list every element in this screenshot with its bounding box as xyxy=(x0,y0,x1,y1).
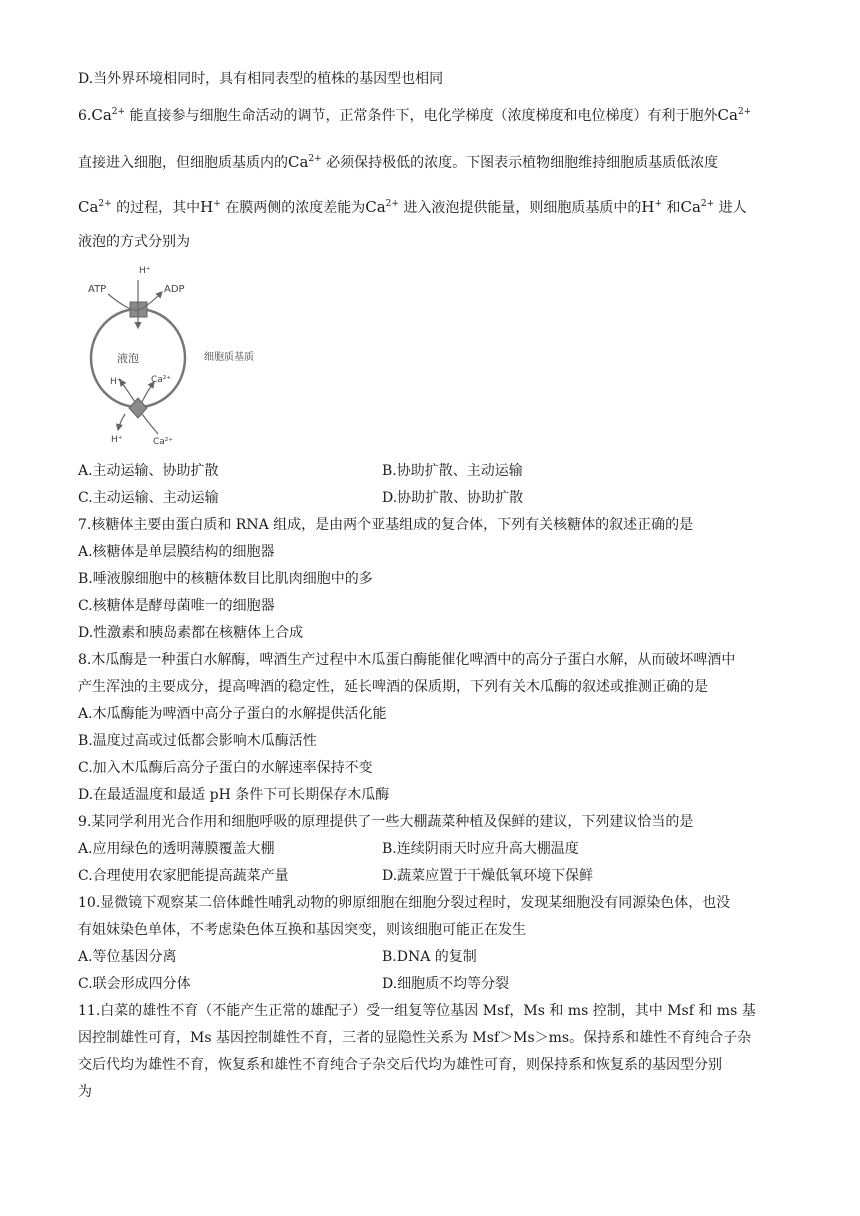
q6-stem-line4: 液泡的方式分别为 xyxy=(78,234,190,250)
q9-option-d: D.蔬菜应置于干燥低氧环境下保鲜 xyxy=(382,868,594,884)
q11-stem-line1: 11.白菜的雄性不育（不能产生正常的雄配子）受一组复等位基因 Msf，Ms 和 ms 控制，其中 Msf 和 ms 基 xyxy=(78,1003,756,1019)
q9-stem: 9.某同学利用光合作用和细胞呼吸的原理提供了一些大棚蔬菜种植及保鲜的建议，下列建议恰当的是 xyxy=(78,814,694,830)
atp-label: ATP xyxy=(88,284,107,295)
q8-stem-line2: 产生浑浊的主要成分，提高啤酒的稳定性，延长啤酒的保质期，下列有关木瓜酶的叙述或推测正确的是 xyxy=(78,679,708,695)
q8-stem-line1: 8.木瓜酶是一种蛋白水解酶，啤酒生产过程中木瓜蛋白酶能催化啤酒中的高分子蛋白水解，从而破坏啤酒中 xyxy=(78,652,736,668)
q6-option-b: B.协助扩散、主动运输 xyxy=(382,463,523,479)
q11-stem-line3: 交后代均为雄性不育，恢复系和雄性不育纯合子杂交后代均为雄性可育，则保持系和恢复系的基因型分别 xyxy=(78,1057,722,1073)
q9-option-b: B.连续阴雨天时应升高大棚温度 xyxy=(382,841,579,857)
ca-out-label: Ca²⁺ xyxy=(153,437,174,447)
q5-option-d: D.当外界环境相同时，具有相同表型的植株的基因型也相同 xyxy=(78,71,444,87)
q7-option-b: B.唾液腺细胞中的核糖体数目比肌肉细胞中的多 xyxy=(78,571,373,587)
h-top-label: H⁺ xyxy=(139,266,151,276)
q7-option-d: D.性激素和胰岛素都在核糖体上合成 xyxy=(78,625,304,641)
q10-option-a: A.等位基因分离 xyxy=(78,949,177,965)
q6-stem-line2: 直接进入细胞，但细胞质基质内的$Ca^{2+}$ 必须保持极低的浓度。下图表示植物细胞维持细胞质基质低浓度 xyxy=(78,153,719,171)
q10-option-c: C.联会形成四分体 xyxy=(78,976,191,992)
q11-stem-line4: 为 xyxy=(78,1084,92,1100)
q6-stem-line1: $6.Ca^{2+}$ 能直接参与细胞生命活动的调节，正常条件下，电化学梯度（浓度梯度和电位梯度）有利于胞外$Ca^{2+}$ xyxy=(78,106,752,124)
q11-stem-line2: 因控制雄性可育，Ms 基因控制雄性不育，三者的显隐性关系为 Msf＞Ms＞ms。保持系和雄性不育纯合子杂 xyxy=(78,1030,752,1046)
q7-option-c: C.核糖体是酵母菌唯一的细胞器 xyxy=(78,598,275,614)
q7-stem: 7.核糖体主要由蛋白质和 RNA 组成，是由两个亚基组成的复合体，下列有关核糖体的叙述正确的是 xyxy=(78,517,694,533)
ca-in-label: Ca²⁺ xyxy=(151,375,172,385)
q8-option-a: A.木瓜酶能为啤酒中高分子蛋白的水解提供活化能 xyxy=(78,706,387,722)
q10-option-b: B.DNA 的复制 xyxy=(382,949,477,965)
q7-option-a: A.核糖体是单层膜结构的细胞器 xyxy=(78,544,275,560)
q6-option-d: D.协助扩散、协助扩散 xyxy=(382,490,524,506)
h-in-label: H⁺ xyxy=(110,377,122,387)
q10-stem-line2: 有姐妹染色单体，不考虑染色体互换和基因突变，则该细胞可能正在发生 xyxy=(78,922,526,938)
q6-option-c: C.主动运输、主动运输 xyxy=(78,490,219,506)
q8-option-b: B.温度过高或过低都会影响木瓜酶活性 xyxy=(78,733,317,749)
vacuole-label: 液泡 xyxy=(117,352,139,365)
q6-stem-line3: $Ca^{2+}$ 的过程，其中H+ 在膜两侧的浓度差能为$Ca^{2+}$ 进入液泡提供能量，则细胞质基质中的H+ 和$Ca^{2+}$ 进人 xyxy=(78,198,747,216)
q10-option-d: D.细胞质不均等分裂 xyxy=(382,976,510,992)
cytoplasm-label: 细胞质基质 xyxy=(204,352,254,363)
adp-label: ADP xyxy=(164,284,185,295)
q8-option-d: D.在最适温度和最适 pH 条件下可长期保存木瓜酶 xyxy=(78,787,390,803)
vacuole-transport-diagram xyxy=(80,262,270,450)
q10-stem-line1: 10.显微镜下观察某二倍体雌性哺乳动物的卵原细胞在细胞分裂过程时，发现某细胞没有同源染色体，也没 xyxy=(78,895,731,911)
q9-option-a: A.应用绿色的透明薄膜覆盖大棚 xyxy=(78,841,275,857)
q9-option-c: C.合理使用农家肥能提高蔬菜产量 xyxy=(78,868,289,884)
q8-option-c: C.加入木瓜酶后高分子蛋白的水解速率保持不变 xyxy=(78,760,373,776)
antiporter xyxy=(129,398,147,418)
q6-option-a: A.主动运输、协助扩散 xyxy=(78,463,219,479)
h-out-label: H⁺ xyxy=(111,435,123,445)
